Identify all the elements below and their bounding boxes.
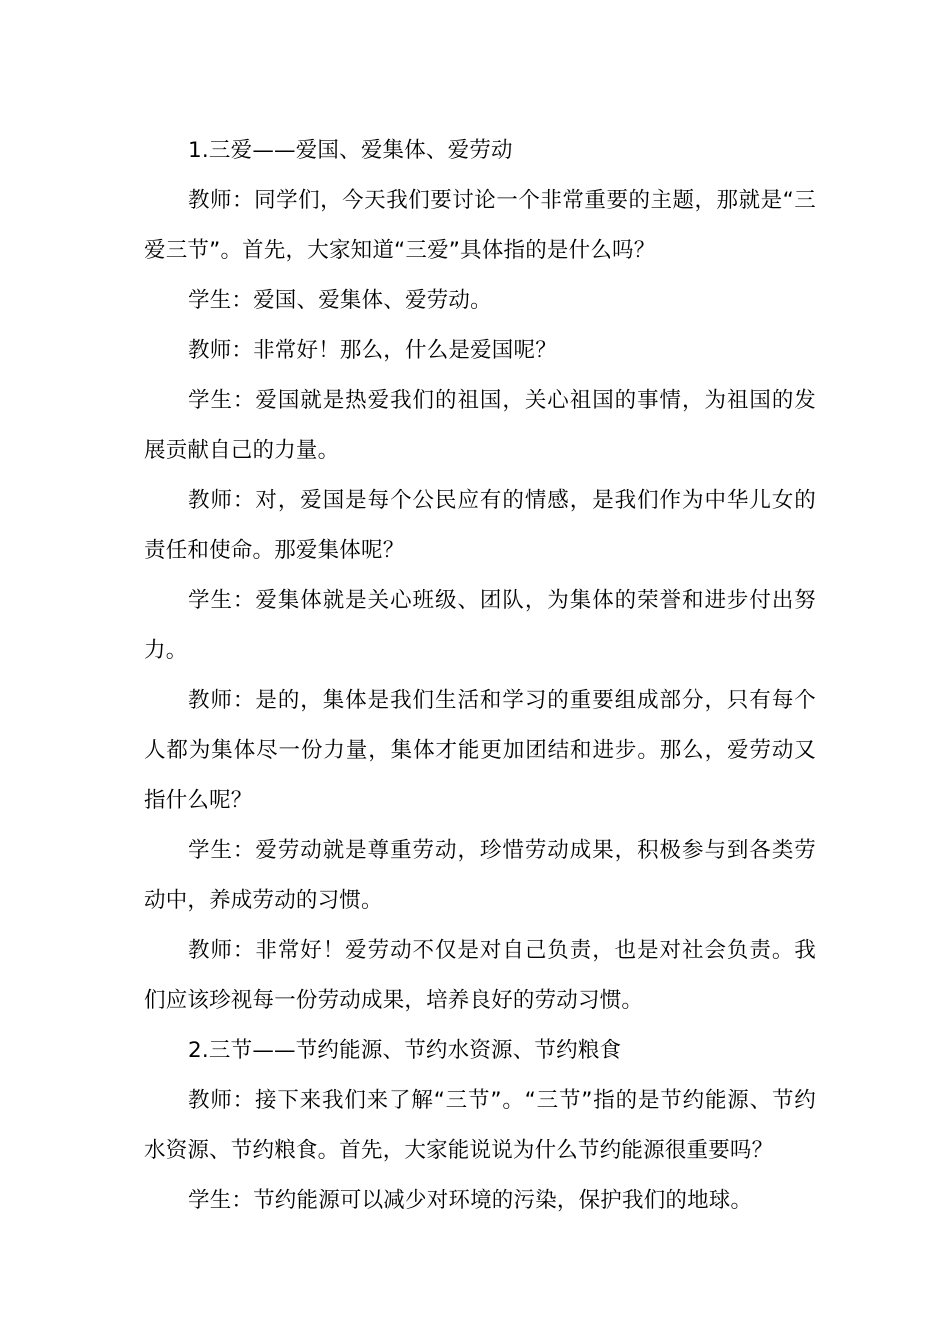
dialogue-paragraph: 教师：是的，集体是我们生活和学习的重要组成部分，只有每个人都为集体尽一份力量，集体才能更加团结和进步。那么，爱劳动又指什么呢？ xyxy=(144,688,816,813)
dialogue-paragraph: 学生：爱国就是热爱我们的祖国，关心祖国的事情，为祖国的发展贡献自己的力量。 xyxy=(144,388,816,463)
dialogue-paragraph: 教师：非常好！那么，什么是爱国呢？ xyxy=(188,338,557,363)
dialogue-paragraph: 教师：同学们，今天我们要讨论一个非常重要的主题，那就是“三爱三节”。首先，大家知道“三爱”具体指的是什么吗？ xyxy=(144,188,816,263)
section-heading-san-jie: 2.三节——节约能源、节约水资源、节约粮食 xyxy=(188,1038,622,1063)
dialogue-paragraph: 教师：对，爱国是每个公民应有的情感，是我们作为中华儿女的责任和使命。那爱集体呢？ xyxy=(144,488,816,563)
dialogue-paragraph: 学生：爱国、爱集体、爱劳动。 xyxy=(188,288,492,313)
document-body xyxy=(144,126,816,1226)
dialogue-paragraph: 学生：爱集体就是关心班级、团队，为集体的荣誉和进步付出努力。 xyxy=(144,588,816,663)
dialogue-paragraph: 学生：节约能源可以减少对环境的污染，保护我们的地球。 xyxy=(188,1188,753,1213)
dialogue-paragraph: 学生：爱劳动就是尊重劳动，珍惜劳动成果，积极参与到各类劳动中，养成劳动的习惯。 xyxy=(144,838,816,913)
dialogue-paragraph: 教师：非常好！爱劳动不仅是对自己负责，也是对社会负责。我们应该珍视每一份劳动成果，培养良好的劳动习惯。 xyxy=(144,938,816,1013)
dialogue-paragraph: 教师：接下来我们来了解“三节”。“三节”指的是节约能源、节约水资源、节约粮食。首先，大家能说说为什么节约能源很重要吗？ xyxy=(144,1088,816,1163)
section-heading-san-ai: 1.三爱——爱国、爱集体、爱劳动 xyxy=(188,138,513,163)
